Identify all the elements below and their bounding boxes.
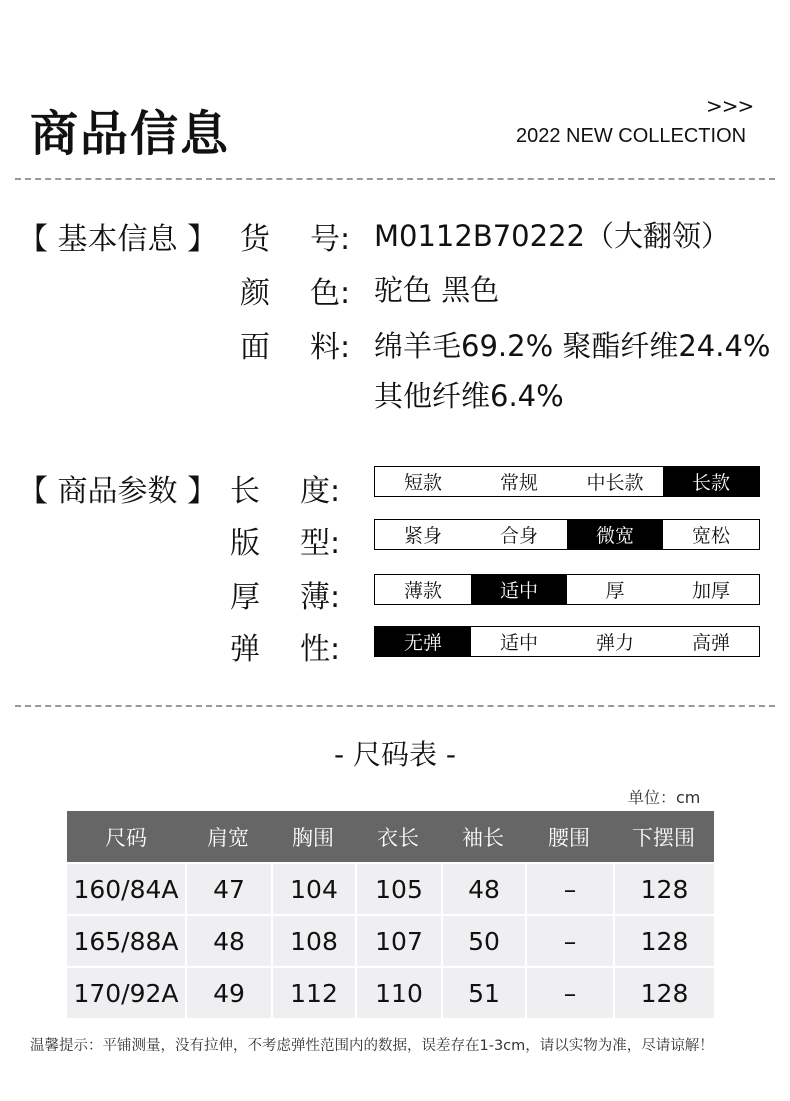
fabric-value: 绵羊毛69.2% 聚酯纤维24.4% <box>374 329 771 363</box>
table-cell: 47 <box>185 862 271 914</box>
param-option: 合身 <box>499 525 538 547</box>
table-cell: 104 <box>271 862 355 914</box>
table-row <box>67 914 714 966</box>
param-option: 紧身 <box>403 525 442 547</box>
header-hem: 下摆围 <box>613 811 714 862</box>
unit-label: 单位：cm <box>628 788 701 807</box>
fit-options <box>374 519 760 550</box>
label-color: 颜 色: <box>240 276 351 311</box>
product-params-heading: 【 商品参数 】 <box>18 474 218 509</box>
label-fit: 版 型: <box>230 526 341 561</box>
param-option: 薄款 <box>403 580 442 602</box>
table-cell: 128 <box>613 966 714 1018</box>
table-cell: – <box>525 914 613 966</box>
table-cell: 165/88A <box>67 914 185 966</box>
table-cell: 128 <box>613 862 714 914</box>
param-option: 微宽 <box>567 520 663 549</box>
label-item-no: 货 号: <box>240 222 351 257</box>
table-cell: 105 <box>355 862 441 914</box>
table-cell: – <box>525 862 613 914</box>
thickness-options <box>374 574 760 605</box>
measurement-note: 温馨提示：平铺测量，没有拉伸，不考虑弹性范围内的数据，误差存在1-3cm，请以实物为准，尽请谅解！ <box>30 1038 714 1054</box>
table-cell: 51 <box>441 966 525 1018</box>
param-option: 短款 <box>403 472 442 494</box>
table-cell: 108 <box>271 914 355 966</box>
label-fabric: 面 料: <box>240 330 351 365</box>
divider <box>15 705 775 707</box>
page-title: 商品信息 <box>30 106 231 162</box>
fabric-value-line2: 其他纤维6.4% <box>374 379 564 413</box>
param-option: 常规 <box>499 472 538 494</box>
arrows-icon: >>> <box>706 94 754 118</box>
elasticity-options <box>374 626 760 657</box>
header-chest: 胸围 <box>271 811 355 862</box>
table-cell: 112 <box>271 966 355 1018</box>
size-chart-title: - 尺码表 - <box>333 738 456 771</box>
param-option: 中长款 <box>586 472 644 494</box>
table-cell: 128 <box>613 914 714 966</box>
table-cell: 50 <box>441 914 525 966</box>
divider <box>15 178 775 180</box>
param-option: 高弹 <box>691 632 730 654</box>
label-elasticity: 弹 性: <box>230 632 341 667</box>
param-option: 弹力 <box>595 632 634 654</box>
table-cell: 107 <box>355 914 441 966</box>
table-cell: 170/92A <box>67 966 185 1018</box>
label-thickness: 厚 薄: <box>230 580 341 615</box>
param-option: 长款 <box>663 467 759 496</box>
table-cell: 48 <box>441 862 525 914</box>
header-shoulder: 肩宽 <box>185 811 271 862</box>
header-size: 尺码 <box>67 811 185 862</box>
header-sleeve: 袖长 <box>441 811 525 862</box>
table-cell: 110 <box>355 966 441 1018</box>
table-row <box>67 862 714 914</box>
table-cell: 160/84A <box>67 862 185 914</box>
table-cell: – <box>525 966 613 1018</box>
table-cell: 48 <box>185 914 271 966</box>
param-option: 厚 <box>605 580 625 602</box>
color-value: 驼色 黑色 <box>374 273 500 307</box>
param-option: 宽松 <box>691 525 730 547</box>
length-options <box>374 466 760 497</box>
table-cell: 49 <box>185 966 271 1018</box>
header-length: 衣长 <box>355 811 441 862</box>
param-option: 加厚 <box>691 580 730 602</box>
item-no-value: M0112B70222（大翻领） <box>374 219 730 253</box>
param-option: 适中 <box>471 575 567 604</box>
size-table <box>67 811 714 1018</box>
header-waist: 腰围 <box>525 811 613 862</box>
basic-info-heading: 【 基本信息 】 <box>18 222 218 257</box>
table-row <box>67 966 714 1018</box>
param-option: 无弹 <box>375 627 471 656</box>
collection-label: 2022 NEW COLLECTION <box>516 125 747 147</box>
param-option: 适中 <box>499 632 538 654</box>
table-header-row <box>67 811 714 862</box>
label-length: 长 度: <box>230 474 341 509</box>
